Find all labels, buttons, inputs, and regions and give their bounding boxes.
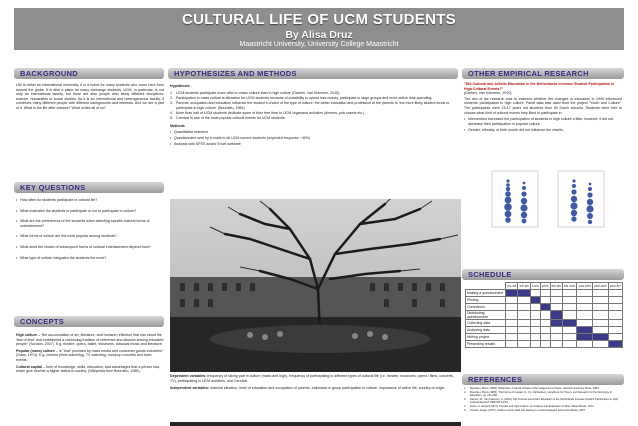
concept-term: Cultural capital [16, 364, 42, 369]
schedule-table [465, 282, 623, 348]
table-row [466, 320, 623, 327]
schedule-cell [577, 290, 593, 297]
background-heading: BACKGROUND [14, 68, 164, 79]
schedule-cell [608, 320, 622, 327]
concept-term: Popular (mass) culture [16, 348, 55, 353]
schedule-cell [506, 297, 518, 304]
hypothesis-item: Participation in mass culture is attractive for UCM students because of possibility to spend less money, participate in large groups and more active time-spending. [176, 95, 433, 100]
references-list [464, 387, 622, 423]
schedule-cell [540, 320, 550, 327]
background-text: UM is rather an international university. It is a home for many students who come here from around the globe. It is also a place for many exchange students. UCM, in particular, is not only an international faculty, but there are also people who study different disciplines: science, humanities or social studies. As it is an international and heterogeneous faculty, it combines many different people with different backgrounds and interests. And we are a part of it. What is the life after classes? What unites all of us? [16, 83, 164, 110]
schedule-cell [540, 297, 550, 304]
other-research-text [464, 82, 622, 164]
schedule-cell [506, 341, 518, 348]
key-questions-list [16, 198, 164, 298]
schedule-task-label: Piloting [466, 297, 506, 304]
research-figure [470, 167, 610, 237]
schedule-cell [540, 304, 550, 311]
schedule-cell [592, 290, 608, 297]
schedule-cell [592, 304, 608, 311]
schedule-cell [562, 341, 576, 348]
schedule-cell [577, 334, 593, 341]
hypothesis-label: Hypothesis: [170, 84, 191, 88]
schedule-cell [506, 304, 518, 311]
schedule-cell [577, 304, 593, 311]
concepts-heading: CONCEPTS [14, 316, 164, 327]
schedule-cell [592, 320, 608, 327]
hypothesis-item: Carnival is one of the most popular cultural events for UCM students. [176, 115, 286, 120]
schedule-cell [550, 290, 562, 297]
schedule-cell [608, 297, 622, 304]
schedule-cell [592, 334, 608, 341]
independent-label: Independent variables: [170, 386, 210, 391]
list-item: • What forms of culture are the most popular among students? [16, 234, 164, 239]
variables-text [170, 372, 461, 422]
schedule-task-label: Analyzing data [466, 327, 506, 334]
schedule-cell [518, 320, 530, 327]
table-row [466, 327, 623, 334]
schedule-corner [466, 283, 506, 290]
schedule-cell [577, 320, 593, 327]
schedule-cell [550, 311, 562, 320]
schedule-column: 26/5-8/7 [609, 284, 621, 288]
reference-item: Scruton, Roger (2007). Culture counts: faith and feeling in a world besieged. Encounter Books, 2007. [470, 409, 586, 413]
study-authors: (Damen, Van Klaveren, 2010) [464, 91, 512, 96]
schedule-cell [562, 320, 576, 327]
schedule-cell [540, 311, 550, 320]
schedule-cell [518, 341, 530, 348]
reference-item: Damen, M., Van Klaveren, C. (2010). Did Cultural and Artistic Education in the Netherlands increase Student Participation in High Cultural Events? TIER WP 10/13. [470, 398, 619, 405]
table-row [466, 297, 623, 304]
schedule-heading: SCHEDULE [462, 269, 624, 280]
independent-text: material situation, level of education and occupation of parents, individual or group participation in culture, importance of active life, country of origin. [209, 386, 446, 391]
concepts-text [16, 333, 164, 421]
list-item: • What type of culture integrates the students the most? [16, 256, 164, 261]
schedule-task-label: Presenting results [466, 341, 506, 348]
poster-author: By Alisa Druz [285, 29, 353, 41]
schedule-cell [530, 304, 540, 311]
schedule-cell [540, 327, 550, 334]
hypotheses-heading: HYPOTHESIZES AND METHODS [168, 68, 458, 79]
schedule-cell [506, 320, 518, 327]
schedule-cell [506, 327, 518, 334]
schedule-cell [530, 327, 540, 334]
schedule-column: 9/5-14/5 [564, 284, 576, 288]
schedule-cell [540, 334, 550, 341]
methods-label: Methods [170, 123, 185, 128]
schedule-cell [540, 341, 550, 348]
finding-item: • Intervention increased the participation of students in high culture a little; however, it did not decrease their participation in popular culture. [464, 117, 622, 126]
reference-item: Bourdieu, Pierre (1984). Distinction: A Social Critique of the Judgement of Taste. Harvard University Press, 1984. [470, 387, 600, 390]
schedule-cell [577, 297, 593, 304]
schedule-column: 25/5-26/5 [594, 284, 607, 288]
schedule-cell [550, 304, 562, 311]
list-item: • What does the choice of subsequent forms of cultural entertainment depend from? [16, 245, 164, 250]
schedule-cell [577, 341, 593, 348]
schedule-task-label: Making a questionnaire [466, 290, 506, 297]
concept-definition: – is "that" provided by mass media and consumer goods industries" (Gans, 1974). E.g. cinema (films watching), TV watching, rock/pop concerts and town events. [16, 348, 164, 362]
other-research-heading: OTHER EMPIRICAL RESEARCH [462, 68, 624, 79]
study-summary: The aim of the research was to examine whether the changes in education in 1999 influenced students' participation in high culture. Panel data was used from the project "Youth and Culture". The participants were 15-17 years old students from 60 Dutch schools. Students were free to choose what kind of cultural events they liked to participate in. [464, 96, 622, 115]
table-row [466, 341, 623, 348]
schedule-column: 9/1-3/5 [507, 284, 517, 288]
concept-definition: – form of knowledge, skills, education, and advantages that a person has, which give him/her a higher status in society. (Wikipedia from Bourdieu, 1986). [16, 364, 161, 374]
schedule-cell [608, 304, 622, 311]
hypothesis-item: UCM students participate more often in mass culture than in high culture (Damen, Van Klaveren, 2010). [176, 90, 341, 95]
schedule-column: 5/5-9/5 [551, 284, 561, 288]
table-row [466, 290, 623, 297]
schedule-cell [592, 311, 608, 320]
title-banner [14, 8, 624, 50]
method-item: • Analysis with SPSS and/or Excel software [170, 142, 458, 147]
schedule-cell [530, 334, 540, 341]
hypothesis-item: More than half of UCM students dedicate some of their free time to UCM-organized activities (dinners, pub-crawls etc.). [176, 110, 366, 115]
study-title: "Did Cultural and Artistic Education in the Netherlands increase Student Participation in High Cultural Events?" [464, 82, 615, 91]
schedule-cell [577, 327, 593, 334]
schedule-column: 2/5/5 [541, 284, 549, 288]
schedule-cell [530, 341, 540, 348]
schedule-cell [506, 311, 518, 320]
schedule-cell [562, 297, 576, 304]
poster-affiliation: Maastricht University, University College Maastricht [239, 41, 399, 48]
reference-item: Bourdieu, Pierre (1986). The Forms of Capital. In: J.G. Richardson, Handbook for Theory and Research for the Sociology of Education, pp. 241-258. [470, 390, 612, 398]
schedule-cell [592, 297, 608, 304]
schedule-cell [608, 311, 622, 320]
schedule-task-label: Distributing questionnaire [466, 311, 506, 320]
schedule-cell [577, 311, 593, 320]
schedule-cell [550, 327, 562, 334]
schedule-cell [608, 327, 622, 334]
schedule-cell [530, 297, 540, 304]
schedule-cell [608, 334, 622, 341]
schedule-cell [550, 341, 562, 348]
schedule-column: 1/4/5 [531, 284, 539, 288]
reference-item: Gans, H. Herbert (1974). Popular and High Culture: an Analysis and Evaluation of Taste. Basic Books, 1974. [470, 405, 595, 409]
schedule-cell [592, 327, 608, 334]
schedule-cell [540, 290, 550, 297]
schedule-task-label: Corrections [466, 304, 506, 311]
schedule-cell [530, 290, 540, 297]
schedule-cell [506, 334, 518, 341]
method-item: • Quantitative research [170, 130, 458, 135]
references-heading: REFERENCES [462, 374, 624, 385]
poster-title: CULTURAL LIFE OF UCM STUDENTS [182, 11, 456, 28]
schedule-task-label: Collecting data [466, 320, 506, 327]
list-item: • What motivates the students to participate or not to participate in culture? [16, 209, 164, 214]
table-row [466, 304, 623, 311]
list-item: • How often do students participate in cultural life? [16, 198, 164, 203]
schedule-body [466, 290, 623, 348]
schedule-cell [518, 290, 530, 297]
concept-term: High culture [16, 333, 37, 337]
table-row [466, 334, 623, 341]
schedule-cell [518, 311, 530, 320]
schedule-cell [550, 320, 562, 327]
schedule-header-row [466, 283, 623, 290]
schedule-cell [550, 297, 562, 304]
schedule-cell [518, 297, 530, 304]
schedule-task-label: Writing project [466, 334, 506, 341]
schedule-cell [608, 341, 622, 348]
schedule-cell [550, 334, 562, 341]
schedule-cell [506, 290, 518, 297]
schedule-cell [562, 304, 576, 311]
schedule-cell [518, 334, 530, 341]
schedule-cell [562, 290, 576, 297]
schedule-cell [562, 327, 576, 334]
schedule-cell [530, 320, 540, 327]
key-questions-heading: KEY QUESTIONS [14, 182, 164, 193]
hypotheses-text [170, 84, 458, 196]
list-item: • What are the preferences of the students when selecting specific cultural forms of entertainment? [16, 219, 164, 228]
schedule-cell [518, 304, 530, 311]
method-item: • Questionnaire sent by e-mails to all UCM current students (expected response ~40%) [170, 136, 458, 141]
schedule-cell [562, 334, 576, 341]
dependent-label: Dependent variables: [170, 374, 207, 378]
schedule-column: 14/5-25/5 [578, 284, 591, 288]
schedule-cell [592, 341, 608, 348]
schedule-cell [518, 327, 530, 334]
schedule-cell [530, 311, 540, 320]
concept-definition: – "the accumulation of art, literature, and humane reflection that has stood the 'test of time' and established a continuing tradition of reference and allusion among educated people" (Scruton, 2007). E.g. theatre, opera, ballet, museums, classical music and literature. [16, 333, 164, 347]
finding-item: • Gender, ethnicity or birth month did not influence the results. [464, 128, 622, 133]
table-row [466, 311, 623, 320]
schedule-column: 3/5-9/5 [519, 284, 529, 288]
dependent-text: frequency of taking part in culture (mass and high), frequency of participating in different types of cultural life (i.e. theatre, museums, opera / films, concerts, TV), participating in UCM activities, and Carnival. [170, 374, 454, 383]
schedule-cell [562, 311, 576, 320]
schedule-cell [608, 290, 622, 297]
hypothesis-item: Parents' occupation and education influence the student's choice of the type of culture: the better education and profession of the parents is, the more likely student tends to participate in high culture. (Bourdieu, 1984) [176, 100, 450, 110]
